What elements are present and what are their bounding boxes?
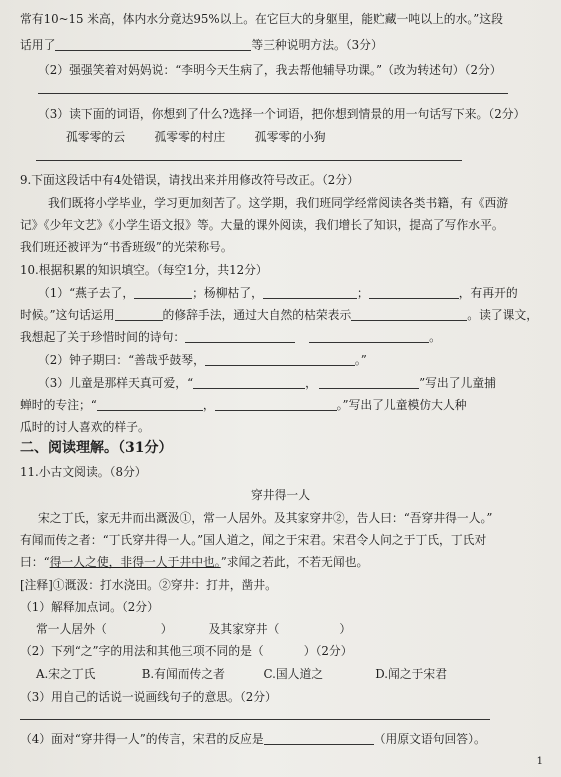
answer-blank[interactable] [134, 286, 192, 299]
answer-blank[interactable] [215, 398, 337, 411]
word-option: 孤零零的小狗 [254, 130, 326, 144]
question-11: 11.小古文阅读。（8分） [20, 465, 147, 479]
question-3: （3）读下面的词语，你想到了什么?选择一个词语，把你想到情景的用一句话写下来。（2分） [38, 107, 526, 121]
answer-blank[interactable] [263, 286, 357, 299]
word-option: 孤零零的村庄 [154, 130, 226, 144]
page-number: 1 [536, 756, 543, 767]
word-option: 孤零零的云 [66, 130, 125, 144]
question-10-2 [38, 353, 547, 367]
text: ）（2分） [303, 644, 353, 658]
text: ， [202, 398, 215, 412]
passage-line: 我们班还被评为“书香班级”的光荣称号。 [20, 240, 233, 254]
choice-options [36, 667, 547, 681]
section-heading: 二、阅读理解。（31分） [20, 440, 173, 456]
text: 曰：“ [20, 555, 50, 569]
text: 常一人居外（ [36, 622, 107, 636]
question-10-1-cont [20, 330, 547, 344]
answer-blank[interactable] [185, 330, 295, 343]
question-10-3-cont [20, 398, 547, 412]
question-10-3: （3）儿童是那样天真可爱，“ ， ”写出了儿童捕 [38, 376, 496, 390]
answer-line[interactable] [36, 160, 462, 161]
answer-blank[interactable] [115, 308, 163, 321]
text: 。 [429, 330, 441, 344]
text: 话用了 [20, 38, 56, 52]
question-11-1: （1）解释加点词。（2分） [20, 600, 159, 614]
answer-blank[interactable] [55, 38, 251, 51]
text: ；杨柳枯了， [192, 286, 263, 300]
option-d[interactable]: D.闻之于宋君 [375, 667, 448, 681]
answer-blank[interactable] [205, 353, 355, 366]
story-line: 有闻而传之者：“丁氏穿井得一人。”国人道之，闻之于宋君。宋君令人问之于丁氏，丁氏对 [20, 533, 487, 547]
story-line [20, 555, 547, 569]
text: （4）面对“穿井得一人”的传言，宋君的反应是 [20, 732, 264, 746]
answer-line[interactable] [38, 93, 508, 94]
annotation: [注释]①溉汲：打水浇田。②穿井：打井，凿井。 [20, 578, 277, 592]
text: （2）下列“之”字的用法和其他三项不同的是（ [20, 644, 264, 658]
question-11-4 [20, 732, 547, 746]
text: （2）钟子期曰：“善哉乎鼓琴， [38, 353, 205, 367]
answer-blank[interactable] [369, 286, 459, 299]
passage-line: 记》《少年文艺》《小学生语文报》等。大量的课外阅读，我们增长了知识，提高了写作水平。 [20, 218, 504, 232]
answer-blank[interactable] [319, 376, 419, 389]
underlined-sentence: 得一人之使，非得一人于井中也。 [49, 555, 221, 569]
question-2: （2）强强笑着对妈妈说：“李明今天生病了，我去帮他辅导功课。”（改为转述句）（2分） [38, 63, 502, 77]
text: ”写出了儿童捕 [419, 376, 496, 390]
option-b[interactable]: B.有闻而传之者 [141, 667, 225, 681]
passage-line: 我们既将小学毕业，学习更加刻苦了。这学期，我们班同学经常阅读各类书籍，有《西游 [48, 196, 509, 210]
question-9: 9.下面这段话中有4处错误，请找出来并用修改符号改正。（2分） [20, 173, 359, 187]
text: （3）儿童是那样天真可爱，“ [38, 376, 194, 390]
answer-blank[interactable] [97, 398, 203, 411]
answer-blank[interactable] [193, 376, 305, 389]
text: 等三种说明方法。（3分） [251, 38, 383, 52]
question-10-1-cont [20, 308, 547, 322]
text: 。”写出了儿童模仿大人种 [336, 398, 467, 412]
story-title: 穿井得一人 [251, 488, 310, 502]
answer-line[interactable] [20, 719, 490, 720]
word-explain-row [36, 622, 547, 636]
question-11-3: （3）用自己的话说一说画线句子的意思。（2分） [20, 690, 277, 704]
text: ） [160, 622, 173, 636]
answer-blank[interactable] [264, 732, 374, 745]
story-line: 宋之丁氏，家无井而出溉汲①，常一人居外。及其家穿井②，告人曰：“吾穿井得一人。” [38, 511, 493, 525]
text: ”求闻之若此，不若无闻也。 [220, 555, 369, 569]
text: 蝉时的专注；“ [20, 398, 97, 412]
text: 及其家穿井（ [208, 622, 280, 636]
text: 。” [354, 353, 367, 367]
question-10: 10.根据积累的知识填空。（每空1分，共12分） [20, 263, 268, 277]
text: 的修辞手法，通过大自然的枯荣表示 [162, 308, 352, 322]
question-10-1 [38, 286, 547, 300]
text: （1）“燕子去了， [38, 286, 135, 300]
text: ） [339, 622, 352, 636]
text: 我想起了关于珍惜时间的诗句： [20, 330, 186, 344]
text: 。读了课文， [467, 308, 539, 322]
text: 时候。”这句话运用 [20, 308, 115, 322]
question-1-line [20, 38, 547, 52]
answer-blank[interactable] [309, 330, 429, 343]
answer-blank[interactable] [351, 308, 467, 321]
text: （用原文语句回答）。 [373, 732, 486, 746]
word-options [66, 130, 547, 144]
option-c[interactable]: C.国人道之 [263, 667, 324, 681]
question-10-3-cont: 瓜时的讨人喜欢的样子。 [20, 420, 150, 434]
text-line: 常有10~15 米高，体内水分竟达95%以上。在它巨大的身躯里，能贮藏一吨以上的水。”这段 [20, 12, 503, 26]
question-11-2 [20, 644, 547, 658]
text: ，有再开的 [458, 286, 518, 300]
option-a[interactable]: A.宋之丁氏 [36, 667, 96, 681]
text: ； [356, 286, 369, 300]
